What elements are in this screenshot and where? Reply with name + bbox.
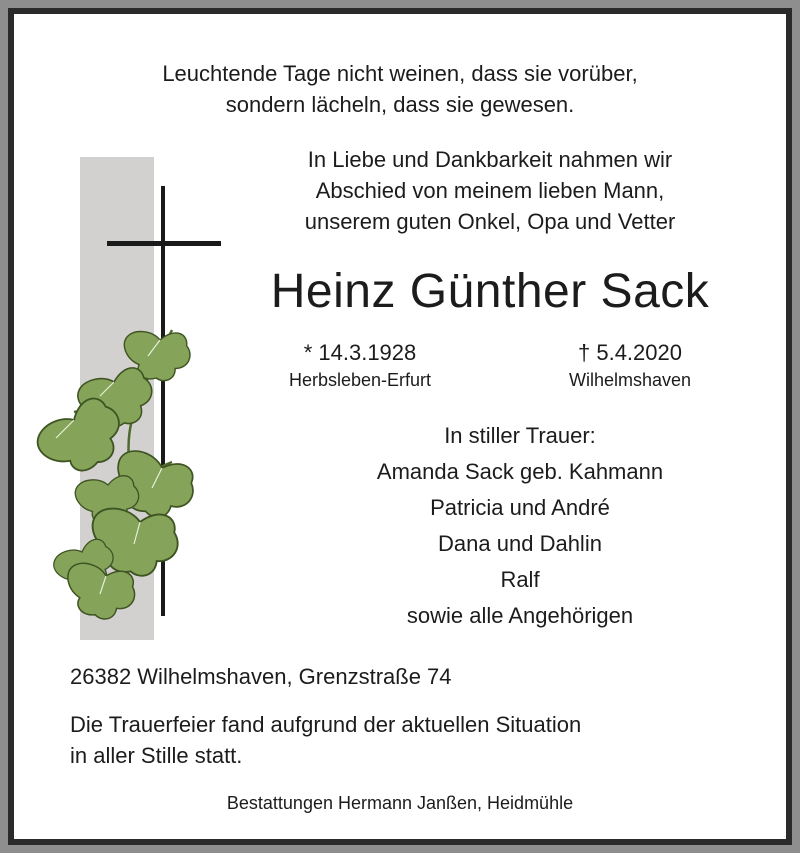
mourners-heading: In stiller Trauer: (444, 423, 596, 448)
death-place: Wilhelmshaven (568, 370, 692, 390)
mourner-name: Dana und Dahlin (438, 531, 602, 556)
note-line: in aller Stille statt. (70, 743, 243, 768)
birth-place: Herbsleben-Erfurt (288, 370, 432, 390)
birth-date: * 14.3.1928 (303, 340, 417, 365)
motto (0, 58, 800, 120)
undertaker: Bestattungen Hermann Janßen, Heidmühle (226, 793, 574, 813)
funeral-note (70, 709, 581, 771)
deceased-name: Heinz Günther Sack (270, 265, 710, 318)
mourner-name: sowie alle Angehörigen (406, 603, 634, 628)
mourner-name: Ralf (500, 567, 540, 592)
mourner-name: Patricia und André (430, 495, 610, 520)
intro-text (200, 144, 780, 237)
note-line: Die Trauerfeier fand aufgrund der aktuellen Situation (70, 712, 582, 737)
address: 26382 Wilhelmshaven, Grenzstraße 74 (70, 664, 452, 689)
cross-with-ivy-icon (22, 150, 232, 650)
mourners-list (280, 418, 760, 634)
cross-horizontal (107, 241, 221, 246)
death-block (510, 338, 750, 392)
mourner-name: Amanda Sack geb. Kahmann (376, 459, 664, 484)
motto-line: sondern lächeln, dass sie gewesen. (225, 92, 575, 117)
intro-line: unserem guten Onkel, Opa und Vetter (304, 209, 676, 234)
birth-block (240, 338, 480, 392)
intro-line: Abschied von meinem lieben Mann, (315, 178, 665, 203)
intro-line: In Liebe und Dankbarkeit nahmen wir (307, 147, 673, 172)
death-date: † 5.4.2020 (578, 340, 682, 365)
motto-line: Leuchtende Tage nicht weinen, dass sie vorüber, (162, 61, 638, 86)
